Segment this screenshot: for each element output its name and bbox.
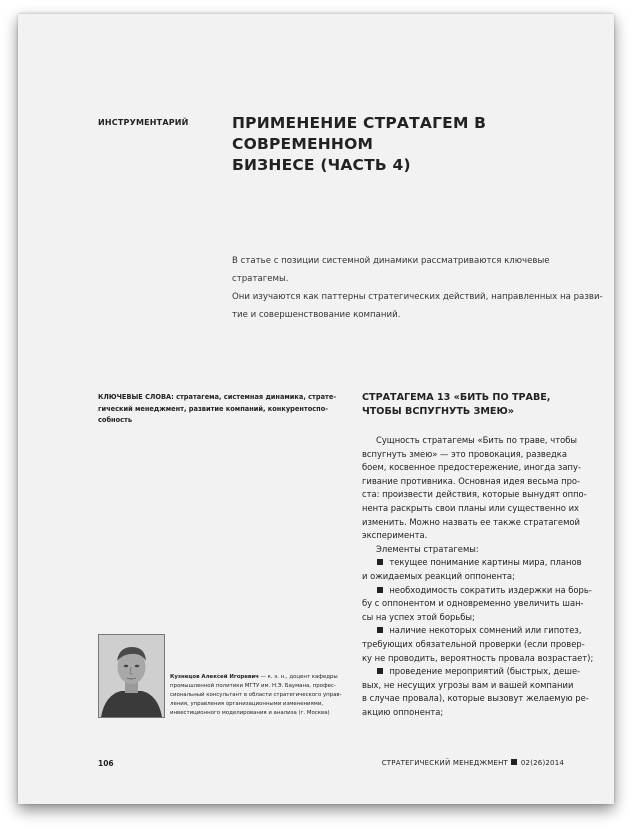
running-footer [382, 759, 564, 767]
bio-line: промышленной политики МГТУ им. Н.Э. Баумана, профес- [170, 683, 336, 689]
section-heading-line: ЧТОБЫ ВСПУГНУТЬ ЗМЕЮ» [362, 406, 514, 417]
body-line: Сущность стратагемы «Бить по траве, чтобы [376, 435, 577, 445]
magazine-page [18, 14, 614, 804]
body-line: сы на успех этой борьбы; [362, 611, 475, 622]
body-line: изменить. Можно назвать ее также стратагемой [362, 516, 580, 527]
bio-line [170, 673, 342, 682]
bullet-text: текущее понимание картины мира, планов [389, 557, 582, 568]
lead-paragraph [232, 252, 608, 324]
bullet-text: наличие некоторых сомнений или гипотез, [389, 625, 582, 636]
section-label: ИНСТРУМЕНТАРИЙ [98, 118, 189, 127]
author-photo [98, 634, 165, 718]
body-line: требующих обязательной проверки (если провер- [362, 638, 585, 649]
bullet-icon [377, 587, 383, 593]
article-title [232, 113, 612, 176]
body-line: нента раскрыть свои планы или существенно их [362, 502, 579, 513]
body-line: эксперимента. [362, 530, 428, 541]
body-line: боем, косвенное предостережение, иногда запу- [362, 462, 581, 473]
title-line: ПРИМЕНЕНИЕ СТРАТАГЕМ В СОВРЕМЕННОМ [232, 114, 487, 153]
bio-line: ления, управления организационными изменениями, [170, 701, 324, 707]
separator-square-icon [511, 759, 517, 765]
keywords-line: собность [98, 416, 133, 424]
title-line: БИЗНЕСЕ (ЧАСТЬ 4) [232, 156, 411, 174]
body-line: ста: произвести действия, которые вынудят оппо- [362, 489, 587, 500]
lead-line: Они изучаются как паттерны стратегических действий, направленных на разви- [232, 292, 603, 302]
lead-line: тие и совершенствование компаний. [232, 310, 401, 320]
body-line: бу с оппонентом и одновременно увеличить шан- [362, 598, 584, 609]
journal-name: СТРАТЕГИЧЕСКИЙ МЕНЕДЖМЕНТ [381, 759, 509, 767]
bullet-line [362, 665, 606, 679]
body-line: вых, не несущих угрозы вам и вашей компании [362, 679, 574, 690]
bio-text: — к. э. н., доцент кафедры [258, 674, 338, 680]
bullet-line [362, 624, 606, 638]
body-line: Элементы стратагемы: [376, 543, 479, 554]
section-heading-line: СТРАТАГЕМА 13 «БИТЬ ПО ТРАВЕ, [362, 392, 551, 403]
bio-line: сиональный консультант в области стратегического управ- [170, 692, 342, 698]
body-line: гивание противника. Основная идея весьма про- [362, 475, 581, 486]
author-portrait-icon [99, 635, 164, 717]
lead-line: В статье с позиции системной динамики рассматриваются ключевые стратагемы. [232, 256, 550, 284]
body-line: и ожидаемых реакций оппонента; [362, 570, 515, 581]
section-heading [362, 391, 602, 419]
keywords-line: КЛЮЧЕВЫЕ СЛОВА: стратагема, системная динамика, страте- [98, 393, 337, 401]
page-number: 106 [98, 759, 114, 768]
bullet-icon [377, 627, 383, 633]
article-body [362, 434, 606, 719]
author-bio [170, 673, 342, 718]
author-name: Кузнецов Алексей Игоревич [170, 674, 259, 680]
bullet-line [362, 584, 606, 598]
bullet-text: проведение мероприятий (быстрых, деше- [389, 666, 581, 677]
bullet-icon [377, 668, 383, 674]
bullet-text: необходимость сократить издержки на борь- [389, 584, 592, 595]
bio-line: инвестиционного моделирования и анализа (г. Москва) [170, 710, 330, 716]
body-line: ку не проводить, вероятность провала возрастает); [362, 652, 594, 663]
keywords [98, 392, 338, 427]
body-line: вспугнуть змею» — это провокация, разведка [362, 448, 567, 459]
bullet-icon [377, 559, 383, 565]
bullet-line [362, 556, 606, 570]
body-line: акцию оппонента; [362, 706, 444, 717]
keywords-line: гический менеджмент, развитие компаний, конкурентоспо- [98, 404, 328, 413]
body-line: в случае провала), которые вызовут желаемую ре- [362, 693, 589, 704]
issue-number: 02(26)2014 [520, 759, 564, 767]
